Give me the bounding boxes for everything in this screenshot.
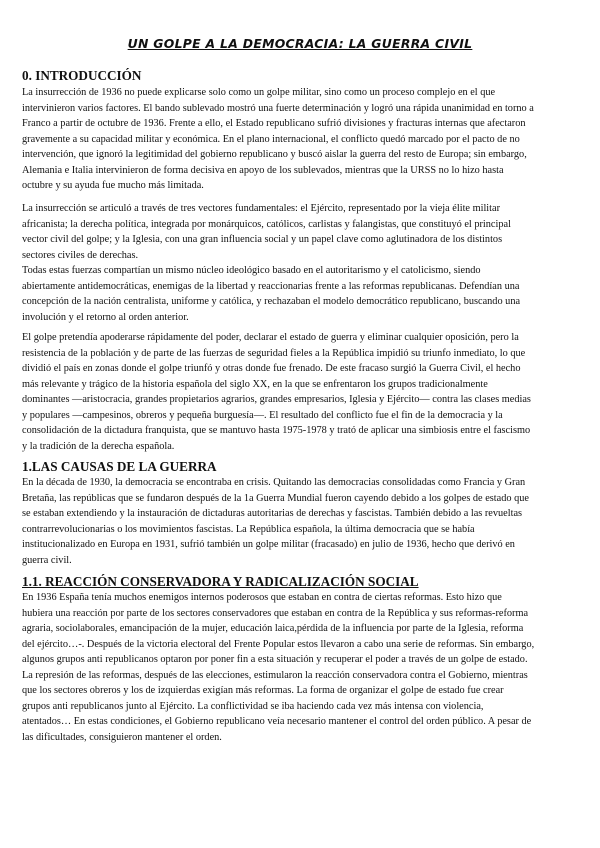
text-line: Todas estas fuerzas compartían un mismo núcleo ideológico basado en el autoritarismo y el catolicismo, siendo: [22, 265, 481, 276]
text-line: En la década de 1930, la democracia se encontraba en crisis. Quitando las democracias consolidadas como Francia y Gran: [22, 477, 526, 488]
text-line: resistencia de la población y de parte de las fuerzas de seguridad fieles a la República impidió su triunfo inmediato, lo que: [22, 347, 526, 359]
paragraph: [22, 330, 580, 454]
paragraph: [22, 590, 580, 745]
text-line: algunos grupos anti republicanos optaron por poner fin a esta situación y recuperar el poder a través de un golpe de estado.: [22, 654, 528, 665]
text-line: institucionalizado en Europa en 1931, sufrió también un golpe militar (fracasado) en julio de 1936, hecho que derivó en: [22, 539, 515, 550]
paragraph: [22, 85, 580, 194]
text-line: que los sectores obreros y los de izquierdas exigían más reformas. La forma de organizar el golpe de estado fue crear: [22, 685, 504, 696]
text-line: dominantes —aristocracia, grandes propietarios agrarios, grandes empresarios, Iglesia y Ejército— contra las clases medias: [22, 394, 531, 405]
text-line: africanista; la derecha política, integrada por monárquicos, católicos, carlistas y falangistas, que constituyó el principal: [22, 218, 511, 230]
text-line: hubiera una reacción por parte de los sectores conservadores que estaban en contra de la República y sus reformas-reforma: [22, 607, 529, 619]
text-line: Franco a partir de octubre de 1936. Frente a ello, el Estado republicano sufrió divisiones y fracturas internas que afectaron: [22, 118, 526, 129]
text-line: La insurrección se articuló a través de tres vectores fundamentales: el Ejército, representado por la vieja élite militar: [22, 203, 501, 214]
text-line: guerra civil.: [22, 554, 72, 566]
section-heading-introduccion: 0. INTRODUCCIÓN: [22, 68, 142, 83]
text-line: intervención, que ignoró la legitimidad del gobierno republicano y buscó aislar la guerra del resto de Europa; sin embargo,: [22, 149, 527, 160]
text-line: concepción de la nación centralista, uniforme y católica, y rechazaban el modelo democrático republicano, buscando una: [22, 296, 521, 307]
text-line: En 1936 España tenía muchos enemigos internos poderosos que estaban en contra de ciertas reformas. Esto hizo que: [22, 592, 502, 603]
text-line: y la tradición de la derecha española.: [22, 440, 175, 452]
text-line: involución y el retorno al orden anterior.: [22, 311, 189, 323]
section-heading-causas: 1.LAS CAUSAS DE LA GUERRA: [22, 459, 217, 474]
text-line: las dificultades, consiguieron mantener el orden.: [22, 731, 222, 743]
text-line: grupos anti republicanos junto al Ejército. La conflictividad se iba haciendo cada vez más intensa con violencia,: [22, 700, 484, 712]
paragraph: [22, 475, 580, 568]
text-line: intervinieron varios factores. El bando sublevado mostró una fuerte determinación y logró una rápida unanimidad en torno a: [22, 102, 534, 114]
text-line: atentados… En estas condiciones, el Gobierno republicano veía necesario mantener el control del orden público. A pesar de: [22, 716, 532, 727]
text-line: y populares —campesinos, obreros y pequeña burguesía—. El resultado del conflicto fue el fin de la democracia y la: [22, 409, 503, 421]
text-line: sectores civiles de derechas.: [22, 249, 139, 261]
section-heading-reaccion: 1.1. REACCIÓN CONSERVADORA Y RADICALIZACIÓN SOCIAL: [22, 574, 419, 589]
text-line: del ejército…-. Después de la victoria electoral del Frente Popular estos llevaron a cabo una serie de reformas. Sin embargo,: [22, 638, 535, 650]
text-line: abiertamente antidemocráticas, enemigas de la libertad y reaccionarias frente a las reformas republicanas. Defendían una: [22, 280, 520, 292]
text-line: más relevante y trágico de la historia española del siglo XX, en la que se enfrentaron los grupos tradicionalmente: [22, 378, 488, 390]
text-line: consolidación de la dictadura franquista, que se mantuvo hasta 1975-1978 y trató de aplicar una simbiosis entre el fascismo: [22, 425, 531, 436]
text-line: contrarrevolucionarias o los movimientos fascistas. La República española, la última democracia que se había: [22, 523, 475, 535]
text-line: agraria, sociolaborales, emancipación de la mujer, educación laica,pérdida de la influencia por parte de la Iglesia, reforma: [22, 623, 524, 634]
text-line: dividió el país en zonas donde el golpe triunfó y otras donde fue frenado. De este fracaso surgió la Guerra Civil, el hecho: [22, 363, 521, 374]
text-line: se estaban extendiendo y la instauración de dictaduras autoritarias de derechas y fascistas. También debido a las revueltas: [22, 508, 523, 519]
text-line: vector civil del golpe; y la Iglesia, con una gran influencia social y un papel clave como aglutinadora de los distintos: [22, 234, 503, 245]
text-line: Bretaña, las repúblicas que se fundaron después de la 1a Guerra Mundial fueron cayendo debido a los golpes de estado que: [22, 492, 529, 504]
paragraph: [22, 201, 580, 325]
text-line: La represión de las reformas, después de las elecciones, estimularon la reacción conservadora contra el Gobierno, mientras: [22, 669, 528, 681]
document-title: UN GOLPE A LA DEMOCRACIA: LA GUERRA CIVIL: [127, 36, 473, 51]
text-line: La insurrección de 1936 no puede explicarse solo como un golpe militar, sino como un proceso complejo en el que: [22, 87, 496, 98]
text-line: octubre y su ayuda fue mucho más limitada.: [22, 180, 204, 191]
text-line: Alemania e Italia intervinieron de forma decisiva en apoyo de los sublevados, mientras que la URSS no lo hizo hasta: [22, 164, 504, 176]
text-line: El golpe pretendía apoderarse rápidamente del poder, declarar el estado de guerra y eliminar cualquier oposición, pero la: [22, 332, 519, 343]
text-line: gravemente a su capacidad militar y económica. En el plano internacional, el conflicto quedó marcado por el pacto de no: [22, 133, 520, 145]
